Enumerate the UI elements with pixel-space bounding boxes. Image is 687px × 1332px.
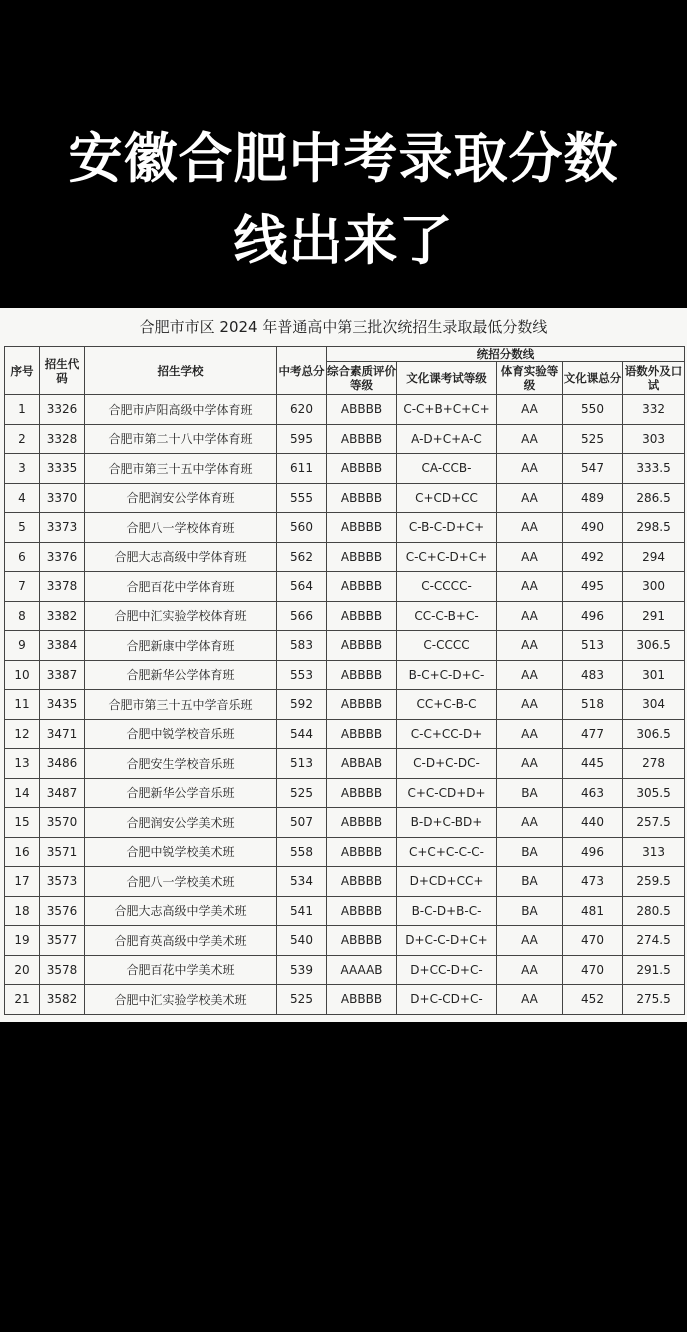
- table-row: [5, 542, 685, 572]
- cell-seq: 20: [5, 955, 40, 985]
- cell-seq: 4: [5, 483, 40, 513]
- cell-school: 合肥百花中学美术班: [85, 955, 277, 985]
- cell-total: 566: [277, 601, 327, 631]
- cell-pe: AA: [497, 483, 563, 513]
- cell-culture-grade: C-D+C-DC-: [397, 749, 497, 779]
- cell-pe: AA: [497, 631, 563, 661]
- cell-school: 合肥大志高级中学美术班: [85, 896, 277, 926]
- cell-code: 3326: [40, 395, 85, 425]
- cell-quality: ABBBB: [327, 867, 397, 897]
- cell-quality: ABBBB: [327, 542, 397, 572]
- table-row: [5, 424, 685, 454]
- cell-total: 525: [277, 778, 327, 808]
- cell-culture-grade: C+C+C-C-C-: [397, 837, 497, 867]
- cell-code: 3373: [40, 513, 85, 543]
- cell-seq: 16: [5, 837, 40, 867]
- cell-culture-total: 463: [563, 778, 623, 808]
- cell-pe: BA: [497, 778, 563, 808]
- cell-pe: AA: [497, 454, 563, 484]
- cell-lang: 300: [623, 572, 685, 602]
- cell-school: 合肥中汇实验学校美术班: [85, 985, 277, 1015]
- cell-culture-total: 496: [563, 837, 623, 867]
- cell-total: 513: [277, 749, 327, 779]
- cell-pe: AA: [497, 749, 563, 779]
- cell-school: 合肥润安公学体育班: [85, 483, 277, 513]
- cell-pe: AA: [497, 690, 563, 720]
- cell-culture-grade: D+CD+CC+: [397, 867, 497, 897]
- cell-seq: 5: [5, 513, 40, 543]
- header-culture-grade: 文化课考试等级: [397, 362, 497, 395]
- cell-seq: 12: [5, 719, 40, 749]
- cell-quality: ABBBB: [327, 424, 397, 454]
- cell-lang: 274.5: [623, 926, 685, 956]
- cell-lang: 303: [623, 424, 685, 454]
- cell-culture-total: 470: [563, 926, 623, 956]
- cell-lang: 304: [623, 690, 685, 720]
- cell-quality: ABBBB: [327, 808, 397, 838]
- cell-total: 541: [277, 896, 327, 926]
- cell-culture-grade: C-CCCC-: [397, 572, 497, 602]
- cell-culture-total: 477: [563, 719, 623, 749]
- cell-quality: ABBAB: [327, 749, 397, 779]
- cell-total: 564: [277, 572, 327, 602]
- cell-culture-total: 513: [563, 631, 623, 661]
- cell-lang: 306.5: [623, 631, 685, 661]
- cell-culture-grade: CA-CCB-: [397, 454, 497, 484]
- cell-total: 595: [277, 424, 327, 454]
- header-school: 招生学校: [85, 347, 277, 395]
- cell-quality: ABBBB: [327, 985, 397, 1015]
- sheet-title: 合肥市市区 2024 年普通高中第三批次统招生录取最低分数线: [139, 318, 548, 336]
- cell-culture-total: 525: [563, 424, 623, 454]
- cell-culture-grade: D+C-CD+C-: [397, 985, 497, 1015]
- cell-culture-grade: D+CC-D+C-: [397, 955, 497, 985]
- header-seq: 序号: [5, 347, 40, 395]
- table-body: [5, 395, 685, 1015]
- cell-lang: 306.5: [623, 719, 685, 749]
- header-group: 统招分数线: [327, 347, 685, 362]
- cell-pe: AA: [497, 513, 563, 543]
- cell-code: 3471: [40, 719, 85, 749]
- cell-pe: BA: [497, 896, 563, 926]
- table-row: [5, 719, 685, 749]
- cell-quality: ABBBB: [327, 601, 397, 631]
- cell-culture-total: 440: [563, 808, 623, 838]
- cell-culture-grade: C-C+C-D+C+: [397, 542, 497, 572]
- cell-code: 3435: [40, 690, 85, 720]
- table-row: [5, 572, 685, 602]
- table-row: [5, 808, 685, 838]
- cell-total: 544: [277, 719, 327, 749]
- cell-culture-total: 473: [563, 867, 623, 897]
- cell-lang: 280.5: [623, 896, 685, 926]
- header-culture-total: 文化课总分: [563, 362, 623, 395]
- cell-culture-total: 496: [563, 601, 623, 631]
- cell-culture-grade: A-D+C+A-C: [397, 424, 497, 454]
- cell-total: 555: [277, 483, 327, 513]
- cell-code: 3486: [40, 749, 85, 779]
- cell-code: 3376: [40, 542, 85, 572]
- cell-school: 合肥市第三十五中学体育班: [85, 454, 277, 484]
- cell-lang: 259.5: [623, 867, 685, 897]
- cell-quality: ABBBB: [327, 837, 397, 867]
- table-row: [5, 454, 685, 484]
- cell-lang: 275.5: [623, 985, 685, 1015]
- cell-lang: 332: [623, 395, 685, 425]
- cell-code: 3328: [40, 424, 85, 454]
- headline-line-1: 安徽合肥中考录取分数: [68, 127, 619, 190]
- cell-code: 3335: [40, 454, 85, 484]
- cell-quality: ABBBB: [327, 395, 397, 425]
- cell-culture-grade: C-CCCC: [397, 631, 497, 661]
- cell-quality: AAAAB: [327, 955, 397, 985]
- headline-line-2: 线出来了: [233, 209, 454, 272]
- table-row: [5, 985, 685, 1015]
- cell-school: 合肥八一学校体育班: [85, 513, 277, 543]
- header-lang: 语数外及口试: [623, 362, 685, 395]
- cell-code: 3577: [40, 926, 85, 956]
- cell-quality: ABBBB: [327, 690, 397, 720]
- score-table: [4, 346, 685, 1015]
- cell-quality: ABBBB: [327, 483, 397, 513]
- cell-total: 507: [277, 808, 327, 838]
- table-row: [5, 395, 685, 425]
- table-row: [5, 601, 685, 631]
- cell-total: 620: [277, 395, 327, 425]
- cell-school: 合肥中锐学校音乐班: [85, 719, 277, 749]
- cell-lang: 301: [623, 660, 685, 690]
- cell-total: 539: [277, 955, 327, 985]
- cell-lang: 257.5: [623, 808, 685, 838]
- cell-school: 合肥新康中学体育班: [85, 631, 277, 661]
- cell-code: 3578: [40, 955, 85, 985]
- cell-quality: ABBBB: [327, 778, 397, 808]
- table-row: [5, 867, 685, 897]
- cell-school: 合肥市第二十八中学体育班: [85, 424, 277, 454]
- header-total: 中考总分: [277, 347, 327, 395]
- cell-culture-total: 490: [563, 513, 623, 543]
- cell-school: 合肥润安公学美术班: [85, 808, 277, 838]
- cell-seq: 10: [5, 660, 40, 690]
- cell-culture-total: 495: [563, 572, 623, 602]
- cell-culture-grade: C-C+B+C+C+: [397, 395, 497, 425]
- cell-culture-grade: D+C-C-D+C+: [397, 926, 497, 956]
- cell-culture-total: 550: [563, 395, 623, 425]
- cell-seq: 13: [5, 749, 40, 779]
- cell-culture-total: 445: [563, 749, 623, 779]
- cell-quality: ABBBB: [327, 926, 397, 956]
- cell-culture-total: 481: [563, 896, 623, 926]
- cell-quality: ABBBB: [327, 572, 397, 602]
- cell-total: 525: [277, 985, 327, 1015]
- cell-seq: 21: [5, 985, 40, 1015]
- headline: [0, 118, 687, 282]
- cell-lang: 278: [623, 749, 685, 779]
- cell-quality: ABBBB: [327, 719, 397, 749]
- cell-total: 534: [277, 867, 327, 897]
- table-row: [5, 926, 685, 956]
- cell-pe: AA: [497, 955, 563, 985]
- cell-culture-grade: CC+C-B-C: [397, 690, 497, 720]
- cell-culture-grade: B-D+C-BD+: [397, 808, 497, 838]
- cell-culture-total: 518: [563, 690, 623, 720]
- cell-seq: 2: [5, 424, 40, 454]
- cell-school: 合肥八一学校美术班: [85, 867, 277, 897]
- cell-culture-total: 452: [563, 985, 623, 1015]
- cell-pe: AA: [497, 395, 563, 425]
- cell-school: 合肥新华公学音乐班: [85, 778, 277, 808]
- cell-code: 3576: [40, 896, 85, 926]
- cell-pe: BA: [497, 837, 563, 867]
- cell-culture-grade: C-B-C-D+C+: [397, 513, 497, 543]
- cell-seq: 9: [5, 631, 40, 661]
- cell-total: 560: [277, 513, 327, 543]
- cell-culture-grade: C-C+CC-D+: [397, 719, 497, 749]
- cell-pe: AA: [497, 985, 563, 1015]
- table-row: [5, 896, 685, 926]
- cell-seq: 14: [5, 778, 40, 808]
- header-code: 招生代码: [40, 347, 85, 395]
- table-row: [5, 778, 685, 808]
- cell-pe: AA: [497, 719, 563, 749]
- cell-school: 合肥市庐阳高级中学体育班: [85, 395, 277, 425]
- cell-quality: ABBBB: [327, 631, 397, 661]
- cell-code: 3384: [40, 631, 85, 661]
- cell-school: 合肥育英高级中学美术班: [85, 926, 277, 956]
- cell-culture-grade: B-C-D+B-C-: [397, 896, 497, 926]
- cell-total: 562: [277, 542, 327, 572]
- cell-culture-grade: CC-C-B+C-: [397, 601, 497, 631]
- cell-quality: ABBBB: [327, 454, 397, 484]
- cell-lang: 294: [623, 542, 685, 572]
- cell-code: 3571: [40, 837, 85, 867]
- cell-school: 合肥市第三十五中学音乐班: [85, 690, 277, 720]
- cell-culture-grade: C+CD+CC: [397, 483, 497, 513]
- cell-lang: 286.5: [623, 483, 685, 513]
- cell-total: 540: [277, 926, 327, 956]
- cell-school: 合肥中汇实验学校体育班: [85, 601, 277, 631]
- cell-culture-total: 547: [563, 454, 623, 484]
- cell-seq: 15: [5, 808, 40, 838]
- cell-culture-grade: B-C+C-D+C-: [397, 660, 497, 690]
- cell-code: 3387: [40, 660, 85, 690]
- cell-code: 3582: [40, 985, 85, 1015]
- cell-code: 3378: [40, 572, 85, 602]
- cell-seq: 8: [5, 601, 40, 631]
- cell-school: 合肥安生学校音乐班: [85, 749, 277, 779]
- table-row: [5, 513, 685, 543]
- cell-culture-total: 492: [563, 542, 623, 572]
- cell-total: 558: [277, 837, 327, 867]
- cell-lang: 298.5: [623, 513, 685, 543]
- cell-seq: 19: [5, 926, 40, 956]
- table-row: [5, 690, 685, 720]
- cell-school: 合肥大志高级中学体育班: [85, 542, 277, 572]
- cell-lang: 291.5: [623, 955, 685, 985]
- cell-lang: 305.5: [623, 778, 685, 808]
- cell-total: 553: [277, 660, 327, 690]
- cell-quality: ABBBB: [327, 513, 397, 543]
- cell-lang: 291: [623, 601, 685, 631]
- cell-school: 合肥中锐学校美术班: [85, 837, 277, 867]
- table-row: [5, 955, 685, 985]
- table-row: [5, 660, 685, 690]
- cell-culture-total: 489: [563, 483, 623, 513]
- cell-total: 592: [277, 690, 327, 720]
- cell-pe: AA: [497, 424, 563, 454]
- cell-school: 合肥百花中学体育班: [85, 572, 277, 602]
- cell-pe: AA: [497, 660, 563, 690]
- cell-quality: ABBBB: [327, 896, 397, 926]
- cell-pe: AA: [497, 808, 563, 838]
- cell-pe: BA: [497, 867, 563, 897]
- cell-pe: AA: [497, 926, 563, 956]
- cell-culture-total: 483: [563, 660, 623, 690]
- cell-total: 583: [277, 631, 327, 661]
- cell-seq: 6: [5, 542, 40, 572]
- cell-seq: 7: [5, 572, 40, 602]
- table-row: [5, 837, 685, 867]
- cell-school: 合肥新华公学体育班: [85, 660, 277, 690]
- cell-quality: ABBBB: [327, 660, 397, 690]
- header-quality: 综合素质评价等级: [327, 362, 397, 395]
- table-row: [5, 483, 685, 513]
- cell-seq: 18: [5, 896, 40, 926]
- cell-code: 3370: [40, 483, 85, 513]
- table-row: [5, 749, 685, 779]
- cell-seq: 1: [5, 395, 40, 425]
- cell-culture-grade: C+C-CD+D+: [397, 778, 497, 808]
- header-pe: 体育实验等级: [497, 362, 563, 395]
- cell-total: 611: [277, 454, 327, 484]
- cell-code: 3570: [40, 808, 85, 838]
- score-sheet: [0, 308, 687, 1022]
- cell-culture-total: 470: [563, 955, 623, 985]
- cell-pe: AA: [497, 601, 563, 631]
- cell-seq: 3: [5, 454, 40, 484]
- cell-pe: AA: [497, 542, 563, 572]
- cell-lang: 313: [623, 837, 685, 867]
- cell-lang: 333.5: [623, 454, 685, 484]
- cell-pe: AA: [497, 572, 563, 602]
- cell-code: 3382: [40, 601, 85, 631]
- cell-code: 3487: [40, 778, 85, 808]
- cell-seq: 11: [5, 690, 40, 720]
- table-row: [5, 631, 685, 661]
- cell-code: 3573: [40, 867, 85, 897]
- cell-seq: 17: [5, 867, 40, 897]
